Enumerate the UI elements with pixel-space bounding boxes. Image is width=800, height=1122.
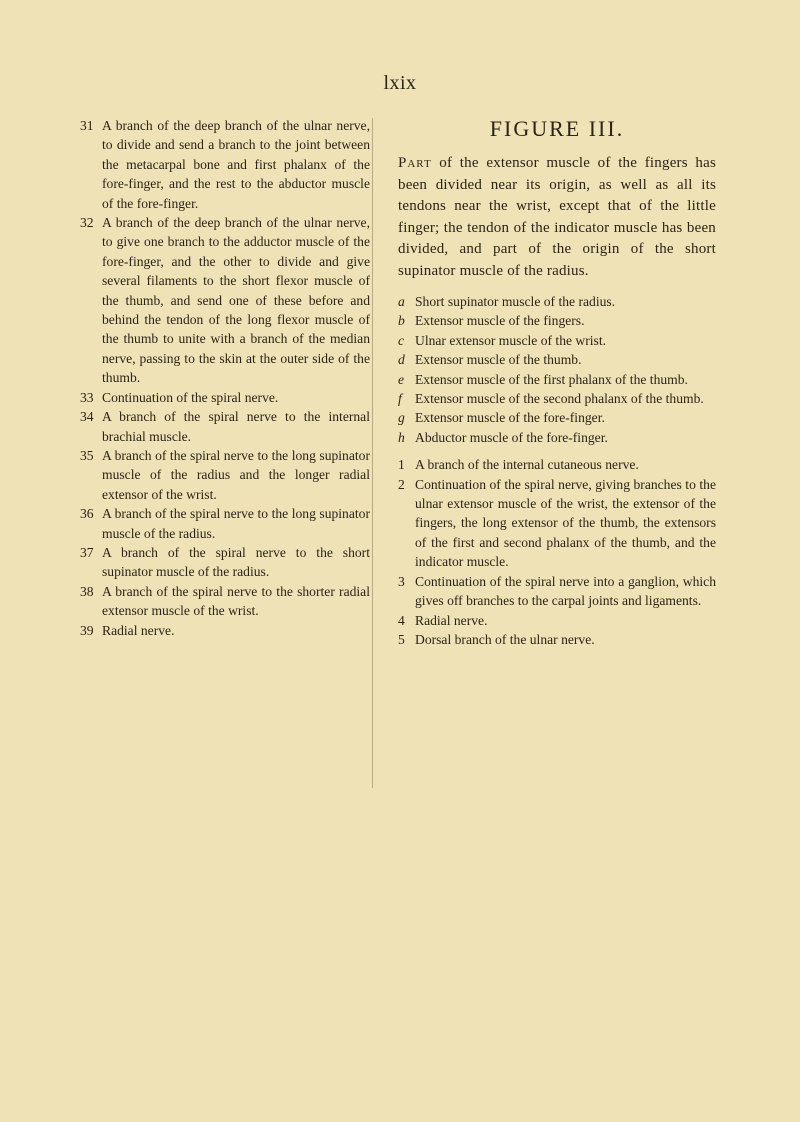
item-text: A branch of the internal cutaneous nerve. [415,457,639,473]
item-number: 1 [398,457,405,473]
item-text: Continuation of the spiral nerve into a ganglion, which gives off branches to the carpal joints and ligaments. [415,573,716,609]
item-text: Dorsal branch of the ulnar nerve. [415,631,595,647]
list-item [398,408,716,427]
item-letter: c [398,332,405,348]
item-text: Extensor muscle of the fingers. [415,313,585,329]
item-text: Radial nerve. [102,622,175,638]
item-number: 3 [398,573,405,589]
figure-intro [398,153,716,282]
item-number: 38 [80,583,94,599]
item-letter: g [398,410,405,426]
intro-text: of the extensor muscle of the fingers has been divided near its origin, as well as all its tendons near the wrist, except that of the little finger; the tendon of the indicator muscle has been divided, and part of the origin of the short supinator muscle of the radius. [398,155,716,279]
item-text: A branch of the spiral nerve to the long supinator muscle of the radius. [102,506,370,541]
list-item [80,213,370,388]
item-text: Abductor muscle of the fore-finger. [415,429,608,445]
list-item [398,389,716,408]
list-item [398,331,716,350]
list-item [80,116,370,213]
item-letter: a [398,294,405,309]
list-item [80,407,370,446]
list-item [398,455,716,474]
item-number: 34 [80,409,94,425]
column-divider [372,118,373,788]
item-number: 31 [80,118,94,133]
item-text: Extensor muscle of the fore-finger. [415,410,605,426]
item-text: Ulnar extensor muscle of the wrist. [415,332,607,348]
list-item [80,543,370,582]
list-item [398,630,716,649]
list-item [398,572,716,611]
item-text: Continuation of the spiral nerve, giving branches to the ulnar extensor muscle of the wrist, the extensor of the fingers, the long extensor of the thumb, the extensors of the first and second phalanx of the thumb, and the indicator muscle. [415,476,716,570]
item-text: Extensor muscle of the thumb. [415,352,582,368]
item-text: Continuation of the spiral nerve. [102,389,279,405]
list-item [398,350,716,369]
list-item [80,621,370,640]
item-text: Short supinator muscle of the radius. [415,294,616,309]
item-number: 33 [80,389,94,405]
item-text: Extensor muscle of the second phalanx of the thumb. [415,391,704,407]
item-text: Radial nerve. [415,612,488,628]
list-item [80,446,370,504]
intro-first-word: Part [398,155,432,171]
item-number: 2 [398,476,405,492]
item-number: 37 [80,544,94,560]
list-item [398,475,716,572]
item-text: Extensor muscle of the first phalanx of the thumb. [415,371,688,387]
item-number: 32 [80,215,94,231]
item-number: 4 [398,612,405,628]
item-text: A branch of the spiral nerve to the short supinator muscle of the radius. [102,544,370,580]
item-text: A branch of the spiral nerve to the shorter radial extensor muscle of the wrist. [102,583,370,619]
list-item [398,292,716,311]
number-legend [398,455,716,649]
list-item [80,388,370,407]
item-letter: h [398,429,405,445]
right-column [398,116,716,649]
item-number: 39 [80,622,94,638]
item-text: A branch of the deep branch of the ulnar nerve, to divide and send a branch to the joint between the metacarpal bone and first phalanx of the fore-finger, and the rest to the abductor muscle of the fore-finger. [102,118,370,211]
left-column [80,116,370,640]
list-item [398,428,716,447]
list-item [398,611,716,630]
letter-legend [398,292,716,447]
item-letter: f [398,391,402,407]
item-number: 35 [80,447,94,463]
item-number: 5 [398,631,405,647]
list-item [398,311,716,330]
figure-title: FIGURE III. [489,116,625,141]
list-item [398,370,716,389]
list-item [80,504,370,543]
item-text: A branch of the spiral nerve to the internal brachial muscle. [102,409,370,444]
item-letter: b [398,313,405,329]
item-letter: e [398,371,405,387]
item-number: 36 [80,506,94,522]
item-letter: d [398,352,405,368]
page-number: lxix [383,72,417,94]
item-text: A branch of the spiral nerve to the long supinator muscle of the radius and the longer radial extensor of the wrist. [102,447,370,502]
item-text: A branch of the deep branch of the ulnar nerve, to give one branch to the adductor muscle of the fore-finger, and the other to divide and give several filaments to the short flexor muscle of the thumb, and send one of these before and behind the tendon of the long flexor muscle of the thumb to unite with a branch of the median nerve, passing to the skin at the outer side of the thumb. [102,215,370,386]
list-item [80,582,370,621]
